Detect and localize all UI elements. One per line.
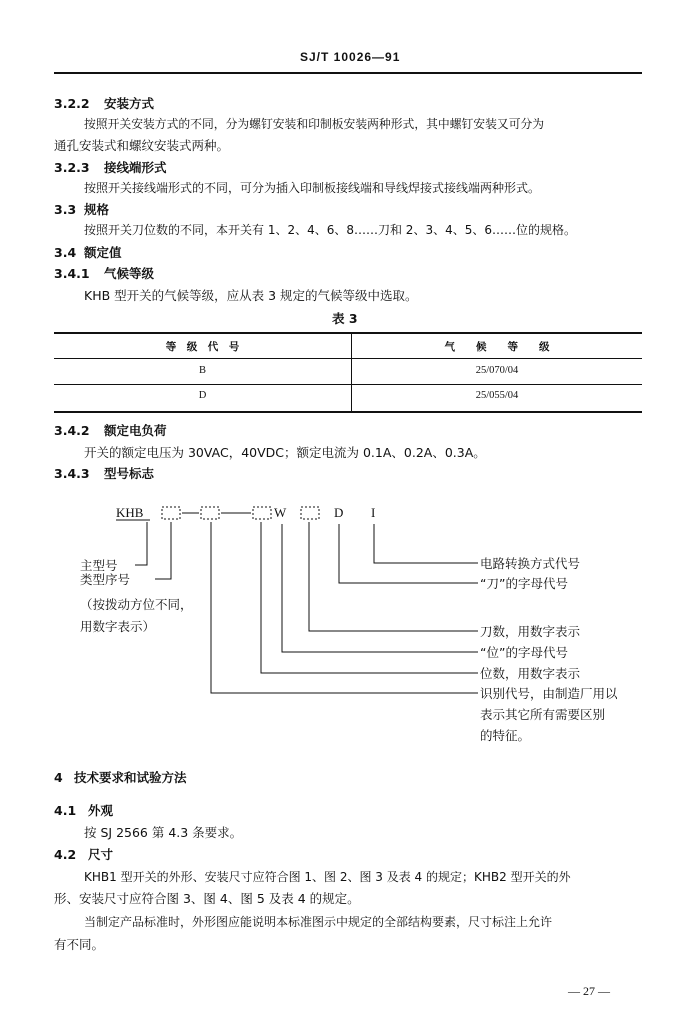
section-3-2-3-num: 3.2.3 [54, 160, 90, 175]
table-3-caption: 表 3 [332, 311, 358, 326]
section-4-1-text: 按 SJ 2566 第 4.3 条要求。 [84, 825, 243, 840]
section-3-2-2-text-line1: 按照开关安装方式的不同，分为螺钉安装和印制板安装两种形式，其中螺钉安装又可分为 [84, 117, 545, 131]
diagram-khb-label: KHB [116, 505, 144, 520]
section-4-2-text-line1: KHB1 型开关的外形、安装尺寸应符合图 1、图 2、图 3 及表 4 的规定；KHB2 型开关的外 [84, 870, 571, 884]
section-3-4-2-title: 额定电负荷 [104, 423, 167, 438]
section-3-2-2-title: 安装方式 [104, 96, 155, 111]
section-3-2-2-text-line2: 通孔安装式和螺纹安装式两种。 [54, 138, 230, 153]
diagram-letter-i: I [371, 505, 376, 520]
diagram-left-label-type-number: 类型序号 [80, 572, 131, 587]
section-3-3-num: 3.3 [54, 202, 77, 217]
diagram-right-label-id-code-2: 表示其它所有需要区别 [480, 707, 606, 722]
diagram-letter-w: W [274, 505, 287, 520]
section-4-1-num: 4.1 [54, 803, 77, 818]
table-row-1-code: B [198, 365, 206, 376]
section-4-2-text-line2: 形、安装尺寸应符合图 3、图 4、图 5 及表 4 的规定。 [54, 891, 360, 906]
section-3-4-num: 3.4 [54, 245, 77, 260]
diagram-left-label-note-2: 用数字表示） [80, 619, 156, 634]
table-header-climate-grade: 气 候 等 级 [444, 341, 550, 353]
section-3-4-1-title: 气候等级 [104, 266, 155, 281]
section-3-4-title: 额定值 [84, 245, 122, 260]
table-row-1-climate: 25/070/04 [475, 365, 519, 376]
section-4-1-title: 外观 [88, 803, 114, 818]
section-4-2-text-line3: 当制定产品标准时，外形图应能说明本标准图示中规定的全部结构要素，尺寸标注上允许 [84, 915, 553, 929]
section-3-4-2-num: 3.4.2 [54, 423, 90, 438]
page-number: — 27 — [568, 984, 610, 998]
diagram-right-label-position-count: 位数，用数字表示 [480, 666, 581, 681]
section-4-title: 技术要求和试验方法 [74, 770, 187, 785]
section-3-3-text: 按照开关刀位数的不同，本开关有 1、2、4、6、8……刀和 2、3、4、5、6……位的规格。 [84, 223, 576, 237]
section-3-2-2-num: 3.2.2 [54, 96, 90, 111]
diagram-right-label-position-letter: “位”的字母代号 [480, 645, 568, 660]
diagram-right-label-id-code-1: 识别代号，由制造厂用以 [480, 686, 618, 701]
table-row-2-code: D [198, 390, 207, 401]
section-3-3-title: 规格 [84, 202, 110, 217]
section-4-2-title: 尺寸 [88, 847, 114, 862]
section-4-2-text-line4: 有不同。 [54, 937, 105, 952]
diagram-left-label-note-1: （按拨动方位不同， [80, 597, 193, 612]
section-3-4-3-num: 3.4.3 [54, 466, 90, 481]
diagram-right-label-pole-count: 刀数，用数字表示 [480, 624, 581, 639]
diagram-right-label-pole-letter: “刀”的字母代号 [480, 576, 568, 591]
running-header: SJ/T 10026—91 [300, 50, 401, 64]
section-3-2-3-title: 接线端形式 [104, 160, 167, 175]
diagram-right-label-id-code-3: 的特征。 [480, 728, 531, 743]
section-3-4-1-text: KHB 型开关的气候等级，应从表 3 规定的气候等级中选取。 [84, 288, 418, 303]
diagram-right-label-circuit-code: 电路转换方式代号 [480, 556, 581, 571]
section-3-4-3-title: 型号标志 [104, 466, 155, 481]
table-row-2-climate: 25/055/04 [475, 390, 519, 401]
diagram-left-label-main-model: 主型号 [80, 558, 118, 573]
section-4-num: 4 [54, 770, 63, 785]
section-4-2-num: 4.2 [54, 847, 77, 862]
section-3-4-2-text: 开关的额定电压为 30VAC，40VDC；额定电流为 0.1A、0.2A、0.3A。 [84, 445, 486, 460]
table-header-grade-code: 等 级 代 号 [165, 341, 240, 353]
diagram-letter-d: D [334, 505, 344, 520]
section-3-4-1-num: 3.4.1 [54, 266, 90, 281]
section-3-2-3-text: 按照开关接线端形式的不同，可分为插入印制板接线端和导线焊接式接线端两种形式。 [84, 181, 541, 195]
